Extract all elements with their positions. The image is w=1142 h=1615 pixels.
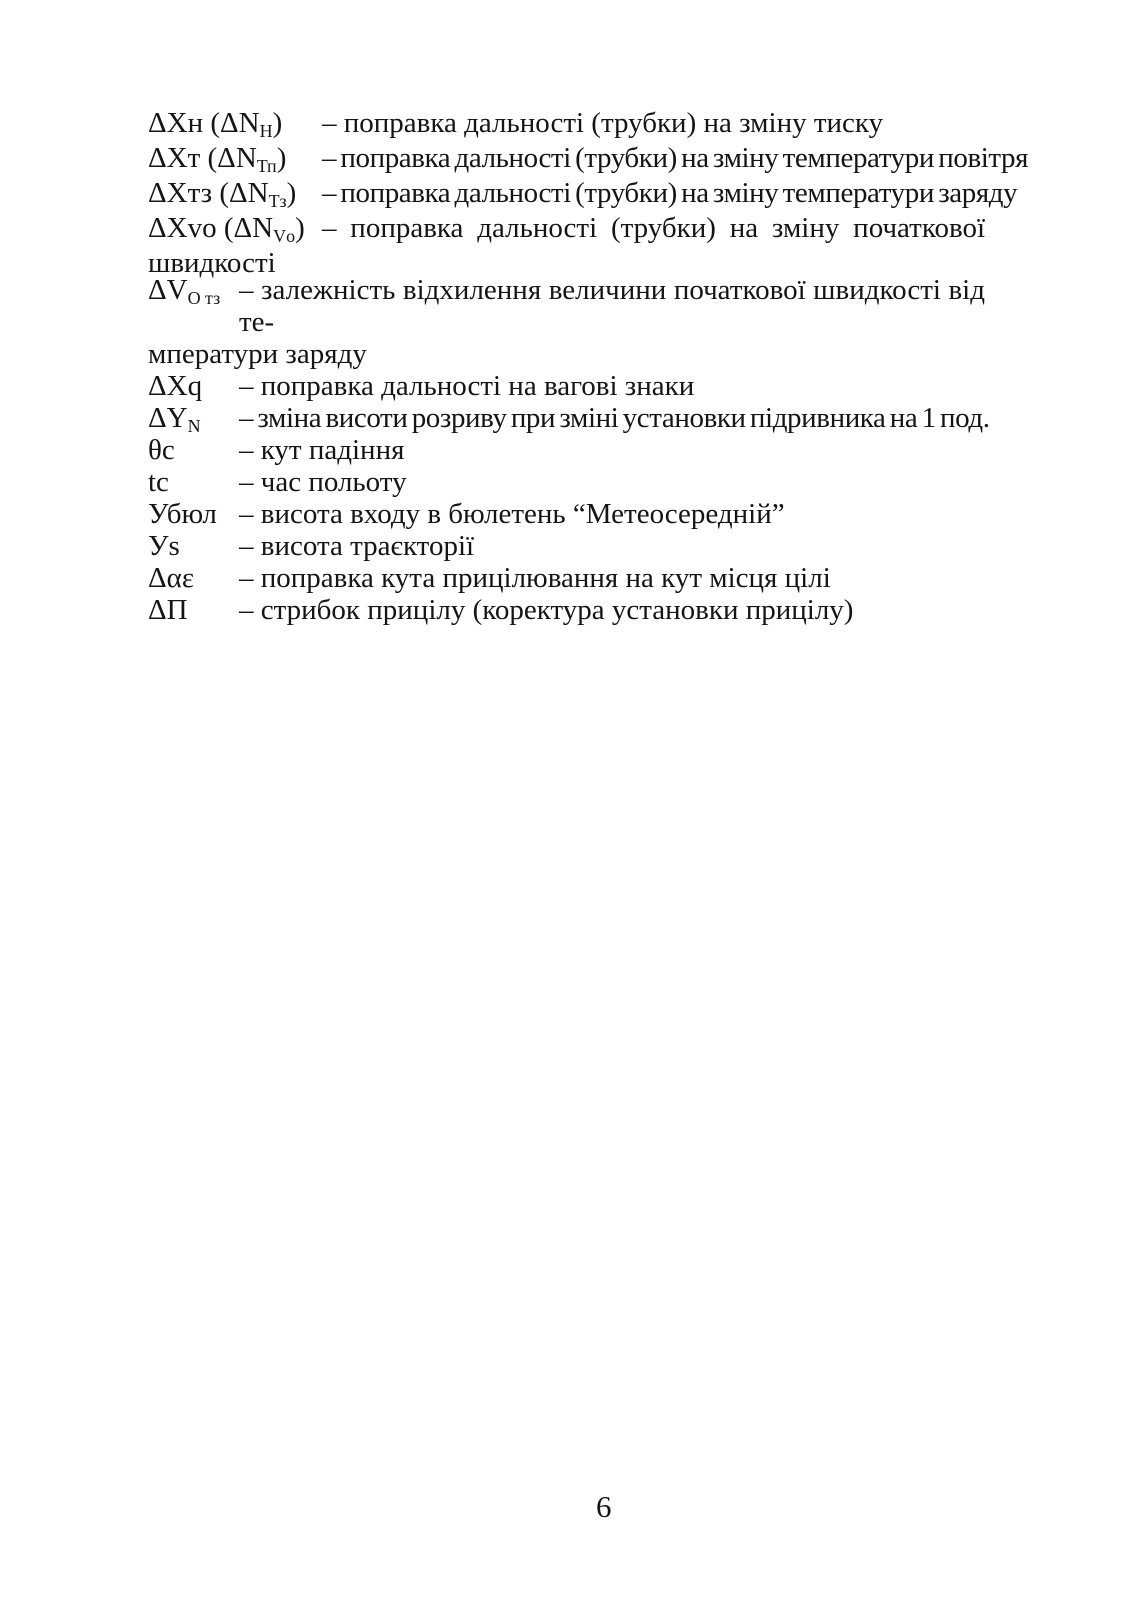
symbol-term xyxy=(148,402,239,437)
symbol-term xyxy=(148,466,239,498)
symbol-text: ΔXтз (ΔN xyxy=(148,177,269,209)
definition-text: – поправка кута прицілювання на кут місця цілі xyxy=(239,562,831,594)
symbol-text: ΔXт (ΔN xyxy=(148,142,257,174)
symbol-term xyxy=(148,141,322,176)
definition-text: – поправка дальності на вагові знаки xyxy=(239,370,695,402)
definition-row xyxy=(148,498,985,530)
symbol-text: θс xyxy=(148,434,175,466)
symbol-text: ) xyxy=(295,212,305,244)
definition-row xyxy=(148,434,985,466)
symbol-text: ) xyxy=(286,177,297,209)
symbol-text: ΔXq xyxy=(148,370,203,402)
definition-text: – кут падіння xyxy=(239,434,405,466)
symbol-term xyxy=(148,594,239,626)
symbol-subscript: N xyxy=(187,416,201,437)
symbol-term xyxy=(148,176,322,211)
definition-row xyxy=(148,141,1029,177)
symbol-text: ΔV xyxy=(148,274,188,306)
definition-continuation: мператури заряду xyxy=(148,338,367,370)
symbol-text: ΔXн (ΔN xyxy=(148,107,260,139)
page-number: 6 xyxy=(596,1489,612,1524)
definition-row xyxy=(148,402,990,437)
symbol-text: Δαε xyxy=(148,562,195,594)
definition-row xyxy=(148,530,985,562)
symbol-subscript: Тз xyxy=(268,191,287,212)
symbol-text: ΔY xyxy=(148,402,188,434)
definition-row xyxy=(148,370,985,402)
definition-text: – поправка дальності (трубки) на зміну температури повітря xyxy=(322,142,1029,174)
symbol-text: tс xyxy=(148,466,169,498)
symbol-term xyxy=(148,274,239,309)
definition-text: – поправка дальності (трубки) на зміну початкової xyxy=(322,212,985,244)
definition-text: – зміна висоти розриву при зміні установки підривника на 1 под. xyxy=(239,402,990,434)
definition-text: – стрибок прицілу (коректура установки прицілу) xyxy=(239,594,854,626)
symbol-subscript: О тз xyxy=(187,288,221,309)
symbol-text: Уs xyxy=(148,530,180,562)
definition-row xyxy=(148,211,985,281)
definition-row xyxy=(148,594,985,626)
definition-text: – висота траєкторії xyxy=(239,530,475,562)
symbol-term xyxy=(148,530,239,562)
symbol-term xyxy=(148,562,239,594)
definition-row xyxy=(148,274,985,370)
definition-text: – поправка дальності (трубки) на зміну тиску xyxy=(322,107,884,139)
definition-list xyxy=(148,106,1029,626)
symbol-text: ΔП xyxy=(148,594,188,626)
definition-row xyxy=(148,562,985,594)
symbol-term xyxy=(148,211,322,246)
definition-text: – висота входу в бюлетень “Метеосередній” xyxy=(239,498,785,530)
symbol-term xyxy=(148,434,239,466)
symbol-term xyxy=(148,498,239,530)
symbol-text: ) xyxy=(272,107,283,139)
symbol-term xyxy=(148,106,322,141)
symbol-text: Убюл xyxy=(148,498,217,530)
definition-continuation: швидкості xyxy=(148,247,276,279)
symbol-subscript: Vо xyxy=(273,226,296,247)
symbol-term xyxy=(148,370,239,402)
definition-row xyxy=(148,106,985,141)
definition-text: – час польоту xyxy=(239,466,407,498)
symbol-subscript: Тп xyxy=(256,156,277,177)
definition-row xyxy=(148,466,985,498)
definition-text: – поправка дальності (трубки) на зміну температури заряду xyxy=(322,177,1018,209)
symbol-subscript: Н xyxy=(259,121,273,142)
definition-row xyxy=(148,176,1018,212)
symbol-text: ΔXvo (ΔN xyxy=(148,212,274,244)
symbol-text: ) xyxy=(276,142,287,174)
definition-text: – залежність відхилення величини початкової швидкості від те- xyxy=(239,274,985,338)
